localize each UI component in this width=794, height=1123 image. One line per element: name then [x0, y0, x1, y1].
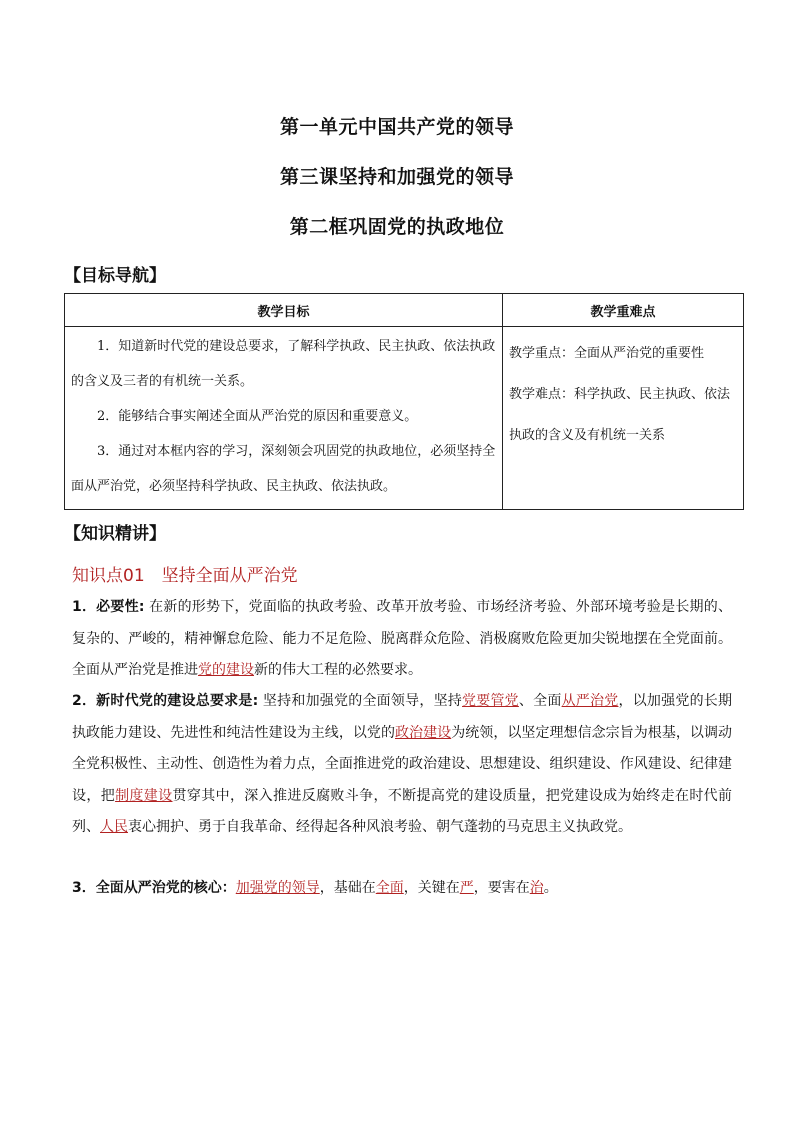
fill-blank: 严 — [459, 880, 474, 896]
lesson-title: 第三课坚持和加强党的领导 — [279, 166, 514, 188]
frame-title: 第二框巩固党的执政地位 — [289, 216, 505, 238]
key-point: 教学重点：全面从严治党的重要性 — [509, 346, 705, 361]
paragraph-text: 坚持和加强党的全面领导，坚持 — [258, 693, 463, 709]
goal-item: 1．知道新时代党的建设总要求，了解科学执政、民主执政、依法执政的含义及三者的有机统一关系。 — [71, 339, 496, 389]
goals-cell — [65, 327, 503, 510]
paragraph-necessity — [72, 592, 732, 687]
paragraph-label: 1．必要性: — [72, 599, 145, 615]
paragraph-general-requirement — [72, 686, 732, 844]
fill-blank: 从严治党 — [561, 693, 619, 709]
key-difficult-header: 教学重难点 — [503, 294, 744, 327]
paragraph-text: 贯穿其中，深入推进反腐败斗争，不断提高党的建设质量，把党建设成为始终走在时代前列、 — [72, 787, 733, 835]
paragraph-text: ，关键在 — [403, 880, 460, 896]
fill-blank: 党的建设 — [198, 662, 254, 678]
goals-header: 教学目标 — [65, 294, 503, 327]
fill-blank: 治 — [529, 880, 544, 896]
paragraph-text: ，以加强党的长期执政能力建设、先进性和纯洁性建设为主线，以党的 — [72, 693, 733, 741]
nav-heading: 【目标导航】 — [64, 266, 166, 286]
unit-title: 第一单元中国共产党的领导 — [279, 116, 514, 138]
knowledge-heading: 【知识精讲】 — [64, 524, 166, 544]
paragraph-label: 3．全面从严治党的核心： — [72, 880, 236, 896]
paragraph-core — [72, 873, 732, 905]
goal-item: 2．能够结合事实阐述全面从严治党的原因和重要意义。 — [97, 409, 418, 424]
goal-item: 3．通过对本框内容的学习，深刻领会巩固党的执政地位，必须坚持全面从严治党，必须坚持科学执政、民主执政、依法执政。 — [71, 444, 496, 494]
paragraph-text: ，基础在 — [319, 880, 376, 896]
paragraph-label: 2．新时代党的建设总要求是: — [72, 693, 259, 709]
fill-blank: 党要管党 — [462, 693, 519, 709]
paragraph-text: 衷心拥护、勇于自我革命、经得起各种风浪考验、朝气蓬勃的马克思主义执政党。 — [128, 819, 632, 835]
paragraph-text: 新的伟大工程的必然要求。 — [254, 662, 422, 678]
fill-blank: 加强党的领导 — [235, 880, 320, 896]
fill-blank: 全面 — [375, 880, 404, 896]
fill-blank: 制度建设 — [115, 787, 173, 804]
paragraph-text: 。 — [543, 880, 558, 896]
objectives-table — [64, 293, 744, 510]
paragraph-text: 在新的形势下，党面临的执政考验、改革开放考验、市场经济考验、外部环境考验是长期的、复杂的、严峻的，精神懈怠危险、能力不足危险、脱离群众危险、消极腐败危险更加尖锐地摆在全党面前。全面从严治党是推进 — [72, 599, 732, 678]
knowledge-point-title: 知识点01 坚持全面从严治党 — [72, 566, 298, 586]
fill-blank: 政治建设 — [395, 724, 452, 741]
paragraph-text: ，要害在 — [473, 880, 530, 896]
fill-blank: 人民 — [100, 819, 128, 835]
paragraph-text: 为统领，以坚定理想信念宗旨为根基，以调动全党积极性、主动性、创造性为着力点，全面推进党的政治建设、思想建设、组织建设、作风建设、纪律建设，把 — [72, 724, 733, 804]
key-difficult-cell — [503, 327, 744, 510]
paragraph-text: 、全面 — [518, 693, 562, 709]
difficult-point: 教学难点：科学执政、民主执政、依法执政的含义及有机统一关系 — [509, 387, 731, 443]
